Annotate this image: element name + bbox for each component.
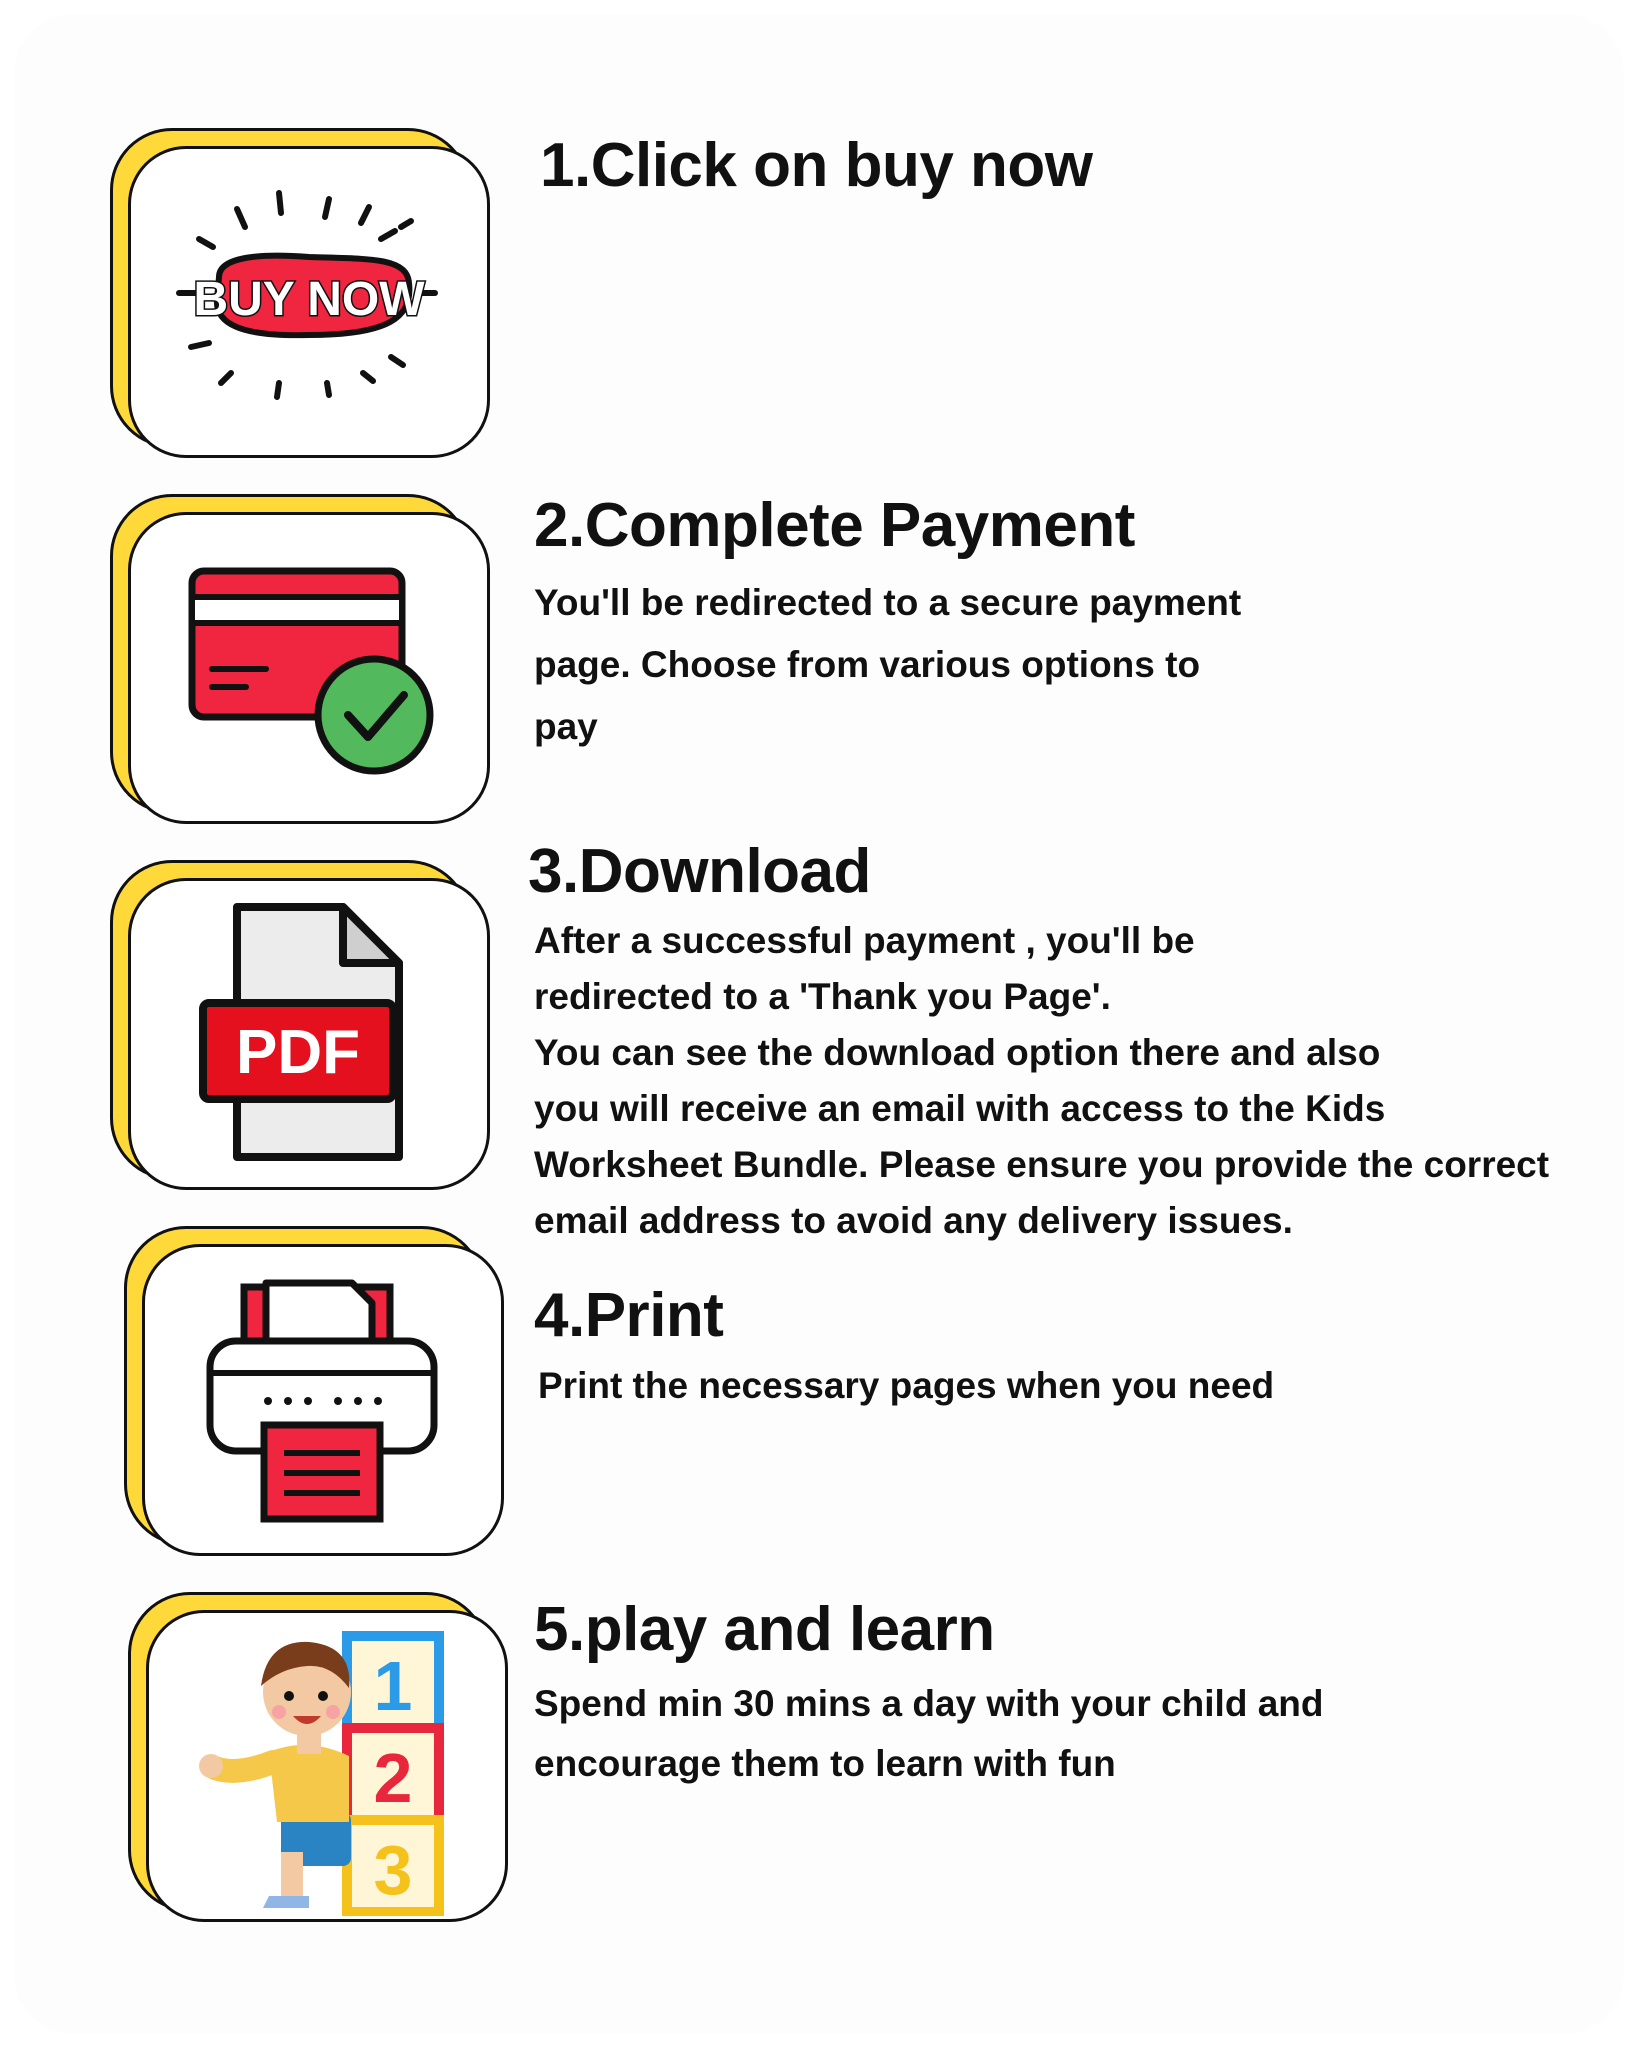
step-5-title: 5.play and learn: [534, 1595, 995, 1664]
step-3-line-4: you will receive an email with access to the Kids: [534, 1088, 1386, 1129]
step-2-line-2: page. Choose from various options to: [534, 644, 1201, 685]
step-4-line-1: Print the necessary pages when you need: [538, 1365, 1275, 1406]
step-5-card: [128, 1592, 518, 1932]
step-3-icon-card: [128, 878, 490, 1190]
block-2-text: 2: [373, 1739, 413, 1817]
step-3-line-5: Worksheet Bundle. Please ensure you provide the correct: [534, 1144, 1550, 1185]
number-blocks: [347, 1636, 439, 1912]
step-3-line-6: email address to avoid any delivery issues.: [534, 1200, 1293, 1241]
step-3-line-2: redirected to a 'Thank you Page'.: [534, 976, 1111, 1017]
step-1-icon-card: [128, 146, 490, 458]
block-1-text: 1: [373, 1647, 413, 1725]
step-2-title: 2.Complete Payment: [534, 491, 1135, 560]
step-3-card: [110, 860, 500, 1200]
step-2-line-1: You'll be redirected to a secure payment: [534, 582, 1242, 623]
child-with-number-blocks-icon: [197, 1616, 457, 1916]
step-5-icon-card: [146, 1610, 508, 1922]
step-2-card: [110, 494, 500, 834]
step-5-line-2: encourage them to learn with fun: [534, 1743, 1116, 1784]
step-5-line-1: Spend min 30 mins a day with your child and: [534, 1683, 1324, 1724]
step-5-description: [534, 1674, 1323, 1794]
block-3-text: 3: [373, 1831, 413, 1909]
step-2-description: [534, 572, 1241, 758]
child-figure: [199, 1642, 351, 1908]
step-4-title: 4.Print: [534, 1281, 724, 1350]
step-2-line-3: pay: [534, 706, 598, 747]
step-4-card: [124, 1226, 514, 1566]
step-3-title: 3.Download: [528, 837, 871, 906]
pdf-file-icon: [189, 899, 429, 1169]
buy-now-badge-icon: [159, 187, 459, 417]
pdf-badge-text: PDF: [236, 1018, 360, 1087]
printer-icon: [198, 1275, 448, 1525]
step-3-line-3: You can see the download option there and also: [534, 1032, 1381, 1073]
credit-card-check-icon: [174, 553, 444, 783]
step-1-title: 1.Click on buy now: [540, 131, 1093, 200]
step-1-card: [110, 128, 500, 468]
step-4-icon-card: [142, 1244, 504, 1556]
step-3-description: [534, 913, 1549, 1249]
step-2-icon-card: [128, 512, 490, 824]
step-3-line-1: After a successful payment , you'll be: [534, 920, 1195, 961]
buy-now-badge-text: BUY NOW: [193, 273, 425, 326]
step-4-description: [538, 1360, 1274, 1412]
